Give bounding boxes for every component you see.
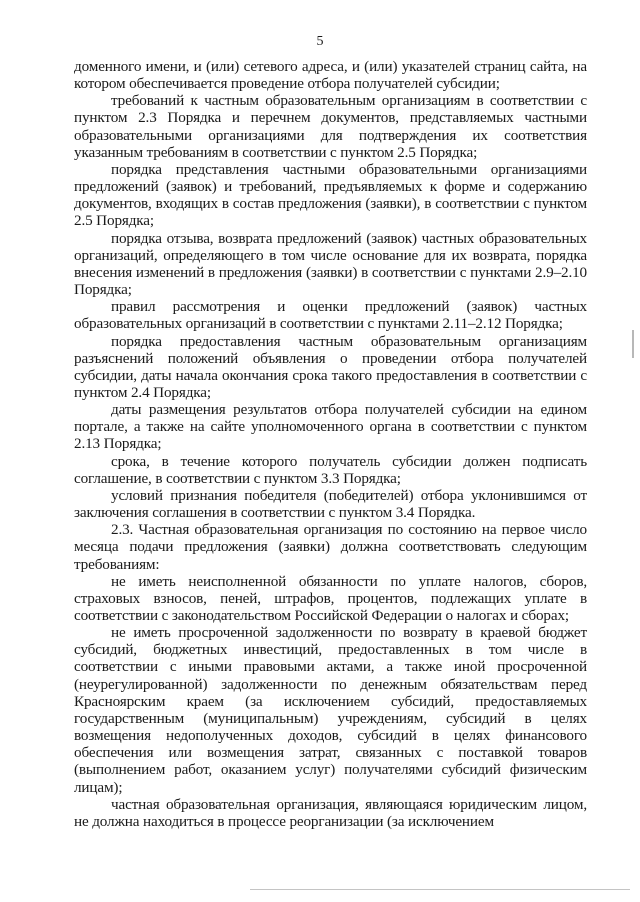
paragraph-5: правил рассмотрения и оценки предложений (заявок) частных образовательных организаций в соответствии с пунктами 2.11–2.12 Порядка; xyxy=(74,298,587,333)
paragraph-13: частная образовательная организация, являющаяся юридическим лицом, не должна находиться в процессе реорганизации (за исключением xyxy=(74,795,587,830)
scan-bottom-line xyxy=(250,889,630,890)
paragraph-10: 2.3. Частная образовательная организация по состоянию на первое число месяца подачи предложения (заявки) должна соответствовать следующим требованиям: xyxy=(74,521,587,573)
document-body xyxy=(74,58,587,830)
paragraph-7: даты размещения результатов отбора получателей субсидии на едином портале, а также на сайте уполномоченного органа в соответствии с пунктом 2.13 Порядка; xyxy=(74,401,587,453)
paragraph-1: доменного имени, и (или) сетевого адреса, и (или) указателей страниц сайта, на котором обеспечивается проведение отбора получателей субсидии; xyxy=(74,58,587,93)
paragraph-2: требований к частным образовательным организациям в соответствии с пунктом 2.3 Порядка и перечнем документов, представляемых частными образовательными организациями для подтверждения их соответствия указанным требованиям в соответствии с пунктом 2.5 Порядка; xyxy=(74,92,587,161)
paragraph-12: не иметь просроченной задолженности по возврату в краевой бюджет субсидий, бюджетных инвестиций, предоставленных в том числе в соответствии с иными правовыми актами, а также иной просроченной (неурегулированной) задолженности по денежным обязательствам перед Красноярским краем (за исключением субсидий, предоставляемых государственным (муниципальным) учреждениям, субсидий в целях возмещения недополученных доходов, субсидий в целях финансового обеспечения или возмещения затрат, связанных с поставкой товаров (выполнением работ, оказанием услуг) получателями субсидий физическим лицам); xyxy=(74,624,587,796)
paragraph-8: срока, в течение которого получатель субсидии должен подписать соглашение, в соответствии с пунктом 3.3 Порядка; xyxy=(74,452,587,487)
paragraph-3: порядка представления частными образовательными организациями предложений (заявок) и требований, предъявляемых к форме и содержанию документов, входящих в состав предложения (заявки), в соответствии с пунктом 2.5 Порядка; xyxy=(74,160,587,230)
paragraph-4: порядка отзыва, возврата предложений (заявок) частных образовательных организаций, определяющего в том числе основание для их возврата, порядка внесения изменений в предложения (заявки) в соответствии с пунктами 2.9–2.10 Порядка; xyxy=(74,229,587,299)
paragraph-9: условий признания победителя (победителей) отбора уклонившимся от заключения соглашения в соответствии с пунктом 3.4 Порядка. xyxy=(74,486,587,522)
paragraph-11: не иметь неисполненной обязанности по уплате налогов, сборов, страховых взносов, пеней, штрафов, процентов, подлежащих уплате в соответствии с законодательством Российской Федерации о налогах и сборах; xyxy=(74,572,587,624)
page-number: 5 xyxy=(316,34,324,49)
paragraph-6: порядка предоставления частным образовательным организациям разъяснений положений объявления о проведении отбора получателей субсидии, даты начала окончания срока такого предоставления в соответствии с пунктом 2.4 Порядка; xyxy=(74,332,587,401)
scan-edge-mark xyxy=(632,330,634,358)
